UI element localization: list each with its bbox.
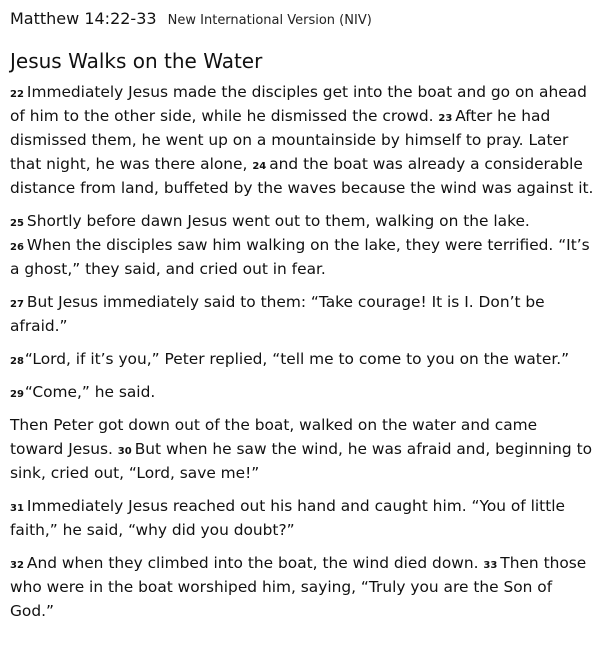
verse-text: But Jesus immediately said to them: “Take courage! It is I. Don’t be afraid.” bbox=[10, 293, 545, 335]
verse-text: “Come,” he said. bbox=[24, 383, 156, 401]
paragraph-7 bbox=[10, 494, 595, 542]
verse-number: 31 bbox=[10, 503, 24, 514]
verse-number: 29 bbox=[10, 389, 24, 400]
verse-number: 27 bbox=[10, 299, 24, 310]
verse-text: Immediately Jesus reached out his hand and caught him. “You of little faith,” he said, “why did you doubt?” bbox=[10, 497, 565, 539]
paragraph-1 bbox=[10, 80, 595, 200]
paragraph-5 bbox=[10, 380, 595, 404]
verse-text: But when he saw the wind, he was afraid and, beginning to sink, cried out, “Lord, save me!” bbox=[10, 440, 593, 482]
verse-text: And when they climbed into the boat, the wind died down. bbox=[26, 554, 484, 572]
verse-text: Then Peter got down out of the boat, walked on the water and came toward Jesus. bbox=[10, 416, 538, 458]
passage-header bbox=[10, 8, 595, 32]
paragraph-4 bbox=[10, 347, 595, 371]
verse-number: 26 bbox=[10, 242, 24, 253]
verse-text: When the disciples saw him walking on the lake, they were terrified. “It’s a ghost,” they said, and cried out in fear. bbox=[10, 236, 590, 278]
section-heading: Jesus Walks on the Water bbox=[10, 49, 263, 73]
verse-number: 25 bbox=[10, 218, 24, 229]
verse-number: 32 bbox=[10, 560, 24, 571]
passage-reference: Matthew 14:22-33 bbox=[10, 9, 157, 28]
paragraph-3 bbox=[10, 290, 595, 338]
verse-number: 24 bbox=[252, 161, 267, 172]
verse-number: 30 bbox=[117, 446, 132, 457]
verse-text: Then those who were in the boat worshiped him, saying, “Truly you are the Son of God.” bbox=[10, 554, 587, 620]
verse-text: Immediately Jesus made the disciples get into the boat and go on ahead of him to the other side, while he dismissed the crowd. bbox=[10, 83, 587, 125]
verse-number: 22 bbox=[10, 89, 24, 100]
bible-version: New International Version (NIV) bbox=[167, 13, 372, 28]
verse-text: and the boat was already a considerable distance from land, buffeted by the waves because the wind was against it. bbox=[10, 155, 594, 197]
verse-text: After he had dismissed them, he went up on a mountainside by himself to pray. Later that night, he was there alone, bbox=[10, 107, 569, 173]
paragraph-2 bbox=[10, 209, 595, 281]
verse-text: Shortly before dawn Jesus went out to them, walking on the lake. bbox=[26, 212, 530, 230]
verse-number: 33 bbox=[483, 560, 498, 571]
paragraph-6 bbox=[10, 413, 595, 485]
verse-number: 23 bbox=[438, 113, 453, 124]
paragraph-8 bbox=[10, 551, 595, 623]
verse-text: “Lord, if it’s you,” Peter replied, “tell me to come to you on the water.” bbox=[24, 350, 570, 368]
verse-number: 28 bbox=[10, 356, 24, 367]
